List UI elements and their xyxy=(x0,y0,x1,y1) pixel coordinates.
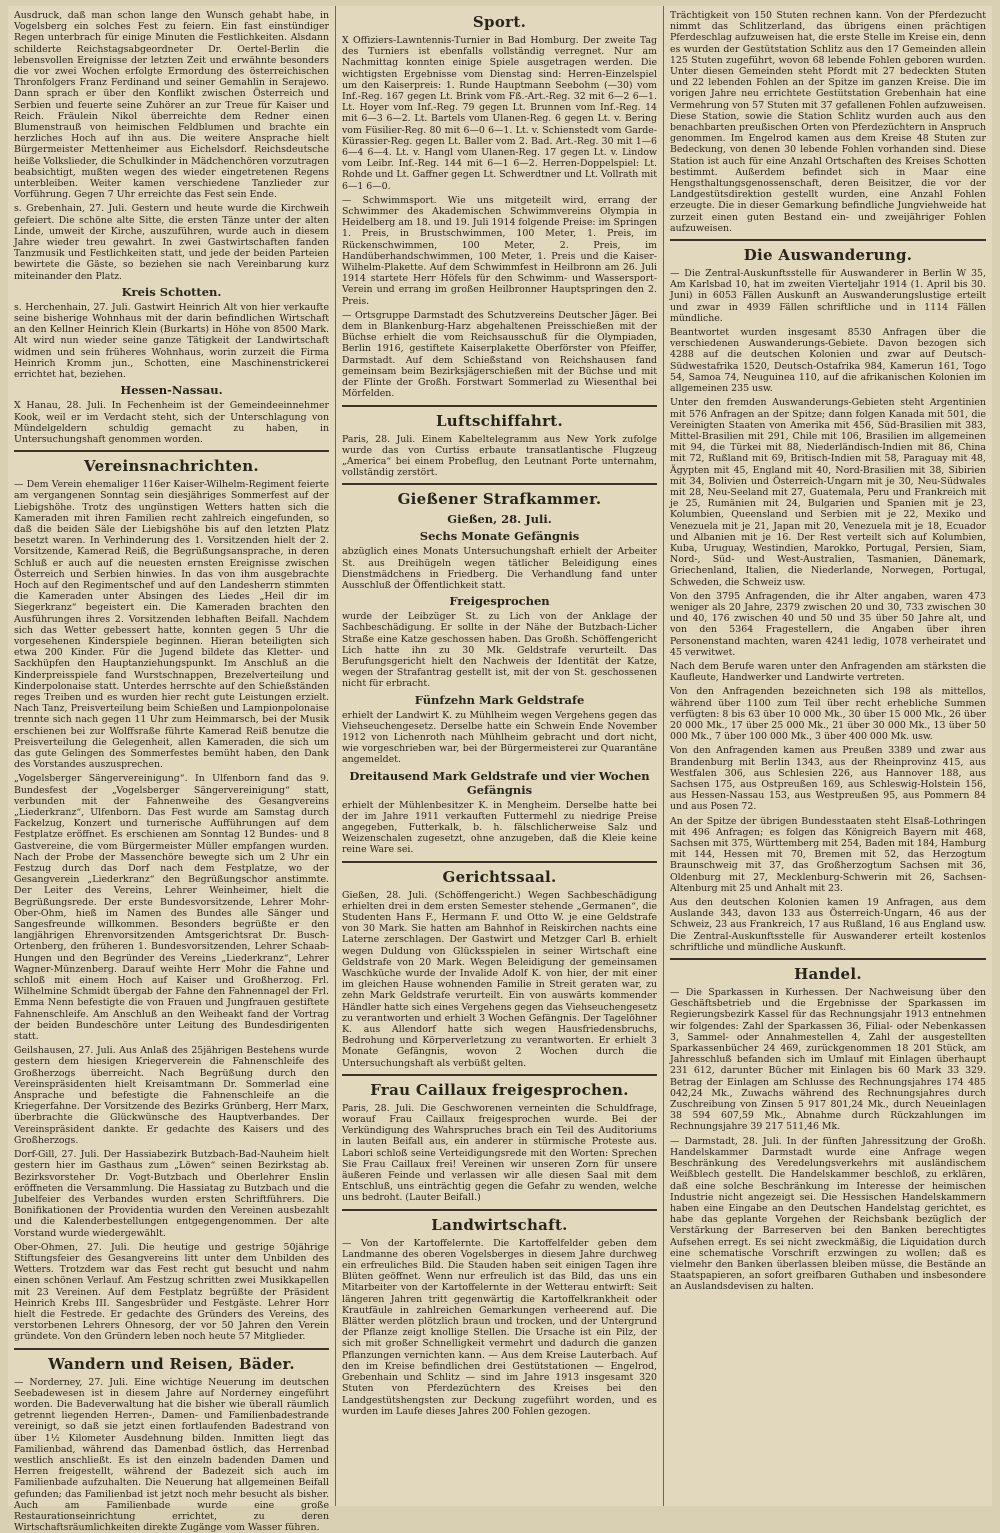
section-heading: Wandern und Reisen, Bäder. xyxy=(48,1354,295,1373)
section-heading: Die Auswanderung. xyxy=(743,246,913,265)
article-text: X Offiziers-Lawntennis-Turnier in Bad Homburg. Der zweite Tag des Turniers ist ebenfalls vollständig verregnet. Nur am Nachmittag konnten einige Spiele ausgetragen werden. Die wichtigsten Ergebnisse vom Dienstag sind: Herren-Einzelspiel um den Kaiserpreis: 1. Runde Hauptmann Seebohm (—30) vom Inf.-Reg. 167 gegen Lt. Brink vom Fß.-Art.-Reg. 32 mit 6—2 6—1. Lt. Hoyer vom Inf.-Reg. 79 gegen Lt. Brunnen vom Inf.-Reg. 14 mit 6—3 6—2. Lt. Bartels vom Ulanen-Reg. 6 gegen Lt. v. Bering vom Füsilier-Reg. 80 mit 6—0 6—1. Lt. v. Schienstedt vom Garde-Kürassier-Reg. gegen Lt. Baller vom 2. Bad. Art.-Reg. 30 mit 1—6 6—4 6—4. Lt. v. Hangl vom Ulanen-Reg. 17 gegen Lt. v. Lindow vom Leibr. Inf.-Reg. 144 mit 6—1 6—2. Herren-Doppelspiel: Lt. Rohde und Lt. Gaffner gegen Lt. Schwerdtner und Lt. Vollrath mit 6—1 6—0. xyxy=(342,35,657,192)
section-heading: Gießener Strafkammer. xyxy=(397,490,602,509)
article-text: Paris, 28. Juli. Die Geschworenen verneinten die Schuldfrage, worauf Frau Caillaux freigesprochen wurde. Bei der Verkündigung des Wahrspruches brach ein Teil des Auditoriums in lauten Beifall aus, ein anderer in stürmische Proteste aus. Labori schloß seine Verteidigungsrede mit den Worten: Sprechen Sie Frau Caillaux frei! Vereinen wir unseren Zorn für unsere äußeren Feinde und verlassen wir alle diesen Saal mit dem Entschluß, uns einträchtig gegen die Gefahr zu wenden, welche uns bedroht. (Lauter Beifall.) xyxy=(342,1102,657,1204)
article-text: X Hanau, 28. Juli. In Fechenheim ist der Gemeindeeinnehmer Kook, weil er im Verdacht steht, sich der Unterschlagung von Mündelgeldern schuldig gemacht zu haben, in Untersuchungshaft genommen worden. xyxy=(14,400,329,445)
article-text: An der Spitze der übrigen Bundesstaaten steht Elsaß-Lothringen mit 496 Anfragen; es folgen das Königreich Bayern mit 468, Sachsen mit 375, Württemberg mit 254, Baden mit 184, Hamburg mit 144, Hessen mit 70, Bremen mit 52, das Herzogtum Braunschweig mit 37, das Großherzogtum Sachsen mit 36, Oldenburg mit 27, Mecklenburg-Schwerin mit 26, Sachsen-Altenburg mit 25 und Anhalt mit 23. xyxy=(670,815,986,894)
dateline: Gießen, 28. Juli. xyxy=(447,512,552,527)
article-text: Von den Anfragenden kamen aus Preußen 3389 und zwar aus Brandenburg mit Berlin 1343, aus der Rheinprovinz 415, aus Westfalen 306, aus Schlesien 226, aus Hannover 188, aus Sachsen 175, aus Ostpreußen 169, aus Schleswig-Holstein 156, aus Hessen-Nassau 153, aus Westpreußen 95, aus Pommern 84 und aus Posen 72. xyxy=(670,745,986,813)
column-left xyxy=(8,6,336,1533)
section-heading: Sport. xyxy=(472,13,527,31)
section-subheading: Hessen-Nassau. xyxy=(120,383,223,398)
case-title: Fünfzehn Mark Geldstrafe xyxy=(414,692,585,707)
article-text: Beantwortet wurden insgesamt 8530 Anfragen über die verschiedenen Auswanderungs-Gebiete. Davon bezogen sich 4288 auf die deutschen Kolonien und zwar auf Deutsch-Südwestafrika 1520, Deutsch-Ostafrika 984, Kamerun 161, Togo 54, Samoa 74, Neuguinea 110, auf die afrikanischen Kolonien im allgemeinen 235 usw. xyxy=(670,327,986,395)
section-divider xyxy=(342,483,657,485)
section-divider xyxy=(670,239,986,241)
section-heading: Luftschiffahrt. xyxy=(435,411,564,430)
case-title: Dreitausend Mark Geldstrafe und vier Wochen Gefängnis xyxy=(349,768,650,797)
article-text: Geilshausen, 27. Juli. Aus Anlaß des 25jährigen Bestehens wurde gestern dem hiesigen Kriegerverein die Fahnenschleife des Großherzogs überreicht. Nach Begrüßung durch den Vereinspräsidenten hielt Kreisamtmann Dr. Sommerlad eine Ansprache und befestigte die Fahnenschleife an die Kriegerfahne. Der Vorsitzende des Bezirks Grünberg, Herr Marx, überbrachte die Glückwünsche des Hauptverbandes. Der Vereinspräsident dankte. Er gedachte des Kaisers und des Großherzogs. xyxy=(14,1045,329,1146)
article-text: — Die Zentral-Auskunftsstelle für Auswanderer in Berlin W 35, Am Karlsbad 10, hat im zweiten Vierteljahr 1914 (1. April bis 30. Juni) in 6053 Fällen Auskunft an Auswanderungslustige erteilt und zwar in 4939 Fällen schriftliche und in 1114 Fällen mündliche. xyxy=(670,268,986,324)
article-text: erhielt der Mühlenbesitzer K. in Mengheim. Derselbe hatte bei der im Jahre 1911 verkauften Futtermehl zu niedrige Preise angegeben, Futterkalk, b. h. fälschlicherweise Salz und Weizenschalen zugesetzt, ohne anzugeben, daß die Kleie keine reine Ware sei. xyxy=(342,799,657,856)
case-title: Freigesprochen xyxy=(449,594,550,609)
article-text: — Ortsgruppe Darmstadt des Schutzvereins Deutscher Jäger. Bei dem in Blankenburg-Harz abgehaltenen Preisschießen mit der Büchse erhielt die vom Reichsausschuß für die Olympiaden, Berlin 1916, gestiftete Kaiserplakette Oberförster von Pfeiffer, Darmstadt. Auf dem Schießstand von Reichshausen fand gemeinsam beim Bezirksjägerschießen mit der Büchse und mit der Flinte der Großh. Forstwart Sommerlad zu Wiesenthal bei Mörfelden. xyxy=(342,309,657,400)
column-middle xyxy=(336,6,664,1506)
article-text: Gießen, 28. Juli. (Schöffengericht.) Wegen Sachbeschädigung erhielten drei in dem ersten Semester stehende „Germanen“, die Studenten Hans F., Hermann F. und Otto W. je eine Geldstrafe von 30 Mark. Sie hatten am Bahnhof in Reiskirchen nachts eine Laterne zerschlagen. Der Gastwirt und Metzger Carl B. erhielt wegen Duldung von Glücksspielen in seiner Wirtschaft eine Geldstrafe von 20 Mark. Wegen Beleidigung der gemeinsamen Waschküche wurde der Invalide Adolf K. von hier, der mit einer im gleichen Hause wohnenden Familie in Streit geraten war, zu zehn Mark Geldstrafe verurteilt. Ein von auswärts kommender Händler hatte sich eines Vergehens gegen das Viehseuchengesetz zu verantworten und erhielt 3 Wochen Gefängnis. Der Tagelöhner K. aus Allendorf hatte sich wegen Hausfriedensbruchs, Bedrohung und Körperverletzung zu verantworten. Er erhielt 3 Monate Gefängnis, wovon 2 Wochen durch die Untersuchungshaft als verbüßt gelten. xyxy=(342,889,657,1069)
section-divider xyxy=(342,861,657,863)
article-text: — Schwimmsport. Wie uns mitgeteilt wird, errang der Schwimmer des Akademischen Schwimmvereins Olympia in Heidelberg am 18. und 19. Juli 1914 folgende Preise: im Springen 1. Preis, in Brustschwimmen, 100 Meter, 1. Preis, im Rückenschwimmen, 100 Meter, 2. Preis, im Handüberhandschwimmen, 100 Meter, 1. Preis und die Kaiser-Wilhelm-Plakette. Auf dem Schwimmfest in Heilbronn am 26. Juli 1914 startete Herr Höfels für den Schwimm- und Wassersport-Verein und errang im großen Heilbronner Hauptspringen den 2. Preis. xyxy=(342,194,657,307)
section-divider xyxy=(670,958,986,960)
article-text: — Darmstadt, 28. Juli. In der fünften Jahressitzung der Großh. Handelskammer Darmstadt wurde eine Anfrage wegen Beschränkung des Veredelungsverkehrs mit ausländischem Weißblech gestellt. Die Handelskammer beschloß, zu erklären, daß eine solche Beschränkung im Interesse der heimischen Industrie nicht angezeigt sei. Die Hessischen Handelskammern haben eine Eingabe an den Deutschen Handelstag gerichtet, es habe das geplante Vorgehen der Reichsbank bezüglich der Verstärkung der Barreserven bei den Banken berechtigtes Aufsehen erregt. Es sei nicht zweckmäßig, die Liquidation durch eine schematische Vorschrift erzwingen zu wollen; daß es vielmehr den Banken überlassen bleiben müsse, die Bestände an Staatspapieren, an sofort greifbaren Guthaben und insbesondere an Auslandsdevisen zu halten. xyxy=(670,1135,986,1293)
article-text: Aus den deutschen Kolonien kamen 19 Anfragen, aus dem Auslande 343, davon 133 aus Österreich-Ungarn, 46 aus der Schweiz, 23 aus Frankreich, 17 aus Rußland, 16 aus England usw. Die Zentral-Auskunftsstelle für Auswanderer erteilt kostenlos schriftliche und mündliche Auskunft. xyxy=(670,897,986,953)
article-text: Unter den fremden Auswanderungs-Gebieten steht Argentinien mit 576 Anfragen an der Spitze; dann folgen Kanada mit 501, die Vereinigten Staaten von Amerika mit 456, Süd-Brasilien mit 383, Mittel-Brasilien mit 291, Chile mit 106, Brasilien im allgemeinen mit 94, die Türkei mit 88, Niederländisch-Indien mit 86, China mit 72, Rußland mit 69, Britisch-Indien mit 58, Paraguay mit 48, Ägypten mit 45, England mit 40, Nord-Brasilien mit 38, Sibirien mit 34, Bolivien und Österreich-Ungarn mit je 30, Neu-Südwales mit 28, Neu-Seeland mit 27, Guatemala, Peru und Frankreich mit je 25, Rumänien mit 24, Bulgarien und Spanien mit je 23, Kolumbien, Queensland und Serbien mit je 22, Mexiko und Venezuela mit je 21, Japan mit 20, Venezuela mit je 18, Ecuador und Albanien mit je 16. Der Rest verteilt sich auf Kolumbien, Kuba, Uruguay, Westindien, Marokko, Portugal, Persien, Siam, Nord-, Süd- und West-Australien, Tasmanien, Dänemark, Griechenland, Italien, die Niederlande, Norwegen, Portugal, Schweden, die Schweiz usw. xyxy=(670,397,986,588)
article-text: Trächtigkeit von 150 Stuten rechnen kann. Von der Pferdezucht nimmt das Schlitzerland, das übrigens einen prächtigen Pferdeschlag aufzuweisen hat, die erste Stelle im Kreise ein, denn es wurden der Gestütstation Schlitz aus den 17 Gemeinden allein 125 Stuten zugeführt, wovon 68 lebende Fohlen geboren wurden. Unter diesen Gemeinden steht Pfordt mit 27 bedeckten Stuten und 22 lebenden Fohlen an der Spitze im ganzen Kreise. Die im vorigen Jahre neu errichtete Gestütstation Grebenhain hat eine Vermehrung von 57 Stuten mit 37 gefallenen Fohlen aufzuweisen. Diese Station, sowie die Station Schlitz wurden auch aus den benachbarten preußischen Orten von Pferdezüchtern in Anspruch genommen. Im Engelrod kamen aus dem Kreise 48 Stuten zur Bedeckung, von denen 30 lebende Fohlen vorhanden sind. Diese Station ist auch für eine Anzahl Ortschaften des Kreises Schotten bestimmt. Außerdem befindet sich in Maar eine Hengsthaltungsgenossenschaft, deren Beisitzer, die vor der Landgestütsdirektion gestellt wurden, eine Anzahl Fohlen erzeugte. Die in dieser Gemarkung befindliche Jungviehweide hat zurzeit einen guten Bestand ein- und zweijähriger Fohlen aufzuweisen. xyxy=(670,10,986,234)
article-text: Paris, 28. Juli. Einem Kabeltelegramm aus New York zufolge wurde das von Curtiss erbaute transatlantische Flugzeug „America“ bei einem Probeflug, den Leutnant Porte unternahm, vollständig zerstört. xyxy=(342,433,657,479)
article-text: s. Grebenhain, 27. Juli. Gestern und heute wurde die Kirchweih gefeiert. Die schöne alte Sitte, die ersten Tänze unter der alten Linde, umweit der Kirche, auszuführen, wurde auch in diesem Jahre wieder treu gewahrt. In zwei Gastwirtschaften fanden Tanzmusik und Festlichkeiten statt, und jede der beiden Parteien bewirtete die Gäste, so beziehen sie nach Vereinbarung kurz miteinander den Platz. xyxy=(14,203,329,282)
article-text: Ausdruck, daß man schon lange den Wunsch gehabt habe, in Vogelsberg ein solches Fest zu feiern. Ein fast einstündiger Regen unterbrach für einige Minuten die Festlichkeiten. Alsdann schilderte Reichstagsabgeordneter Dr. Oertel-Berlin die lebensvollen Ereignisse der letzten Zeit und erwähnte besonders die vor zwei Wochen erfolgte Ermordung des österreichischen Thronfolgers Franz Ferdinand und seiner Gemahlin in Serajewo. Dann sprach er über den Konflikt zwischen Österreich und Serbien und feuerte seine Zuhörer an zur Treue für Kaiser und Reich. Fräulein Nikol überreichte dem Redner einen Blumenstrauß von heimischen Feldblumen und brachte ein herzliches Hoch auf ihn aus. Die weitere Ansprache hielt Bürgermeister Mettenheimer aus Eichelsdorf. Reichsdeutsche heiße Volkslieder, die Schulkinder in Mädchenchören vorzutragen beabsichtigt, mußten wegen des wieder eingetretenen Regens unterbleiben. Weiter kamen verschiedene Tanzlieder zur Vorführung. Gegen 7 Uhr erreichte das Fest sein Ende. xyxy=(14,10,329,201)
article-text: — Norderney, 27. Juli. Eine wichtige Neuerung im deutschen Seebadewesen ist in diesem Jahre auf Norderney eingeführt worden. Die Badeverwaltung hat die bisher wie überall räumlich getrennt liegenden Herren-, Damen- und Familienbadestrande vereinigt, so daß sie jetzt einen fortlaufenden Badestrand von über 1½ Kilometer Ausdehnung bilden. Inmitten liegt das Familienbad, während das Damenbad östlich, das Herrenbad westlich anschließt. Es ist den einzeln badenden Damen und Herren freigestellt, während der Badezeit sich auch im Familienbade aufzuhalten. Die Neuerung hat allgemeinen Beifall gefunden; das Familienbad ist jetzt noch mehr besucht als bisher. Auch am Familienbade wurde eine große Restaurationseinrichtung errichtet, zu deren Wirtschaftsräumlichkeiten direkte Zugänge vom Wasser führen. xyxy=(14,1376,329,1533)
section-divider xyxy=(342,405,657,407)
section-divider xyxy=(342,1209,657,1211)
case-title: Sechs Monate Gefängnis xyxy=(419,529,580,544)
section-heading: Gerichtssaal. xyxy=(442,867,557,886)
article-text: — Dem Verein ehemaliger 116er Kaiser-Wilhelm-Regiment feierte am vergangenen Sonntag sein diesjähriges Sommerfest auf der Liebigshöhe. Trotz des ungünstigen Wetters hatten sich die Kameraden mit ihren Familien recht zahlreich eingefunden, so daß die beiden Säle der Liebigshöhe bis auf den letzten Platz besetzt waren. In Verhinderung des 1. Vorsitzenden hielt der 2. Vorsitzende, Kamerad Reiß, die Begrüßungsansprache, in deren Schluß er auch auf die neuesten ernsten Ereignisse zwischen Österreich und Serbien hinwies. In das von ihm ausgebrachte Hoch auf den Regimentschef und auf den Landesherrn stimmten die Kameraden unter Absingen des Liedes „Heil dir im Siegerkranz“ begeistert ein. Die Kameraden brachten den Ausführungen ihres 2. Vorsitzenden lebhaften Beifall. Nachdem sich das Wetter gebessert hatte, konnten gegen 5 Uhr die vorgesehenen Kinderspiele beginnen. Hieran beteiligten sich etwa 200 Kinder. Für die Jugend bildete das Kletter- und Sackhüpfen den Hauptanziehungspunkt. Im Anschluß an die Kinderpreisspiele fand Wurstschnappen, Brezelverteilung und Kinderpolonaise statt. Unterdes herrschte auf den Schießständen reges Treiben und es wurden hier recht gute Leistungen erzielt. Nach Tanz, Preisverteilung beim Schießen und Lampionpolonaise trennte sich nach gegen 11 Uhr zum Heimmarsch, bei der Musik erschienen bei zur Wolffsraße führte Kamerad Reiß benutze die Preisverteilung die Gelegenheit, allen Kameraden, die sich um das gute Gelingen des Sommerfestes bemüht haben, den Dank des Vorstandes auszusprechen. xyxy=(14,479,329,771)
section-heading: Vereinsnachrichten. xyxy=(84,457,259,476)
column-right xyxy=(664,6,992,1506)
article-text: Von den Anfragenden bezeichneten sich 198 als mittellos, während über 1100 zum Teil über recht erhebliche Summen verfügten: 8 bis 63 über 10 000 Mk., 30 über 15 000 Mk., 26 über 20 000 Mk., 17 über 25 000 Mk., 21 über 30 000 Mk., 13 über 50 000 Mk., 7 über 100 000 Mk., 3 über 400 000 Mk. usw. xyxy=(670,686,986,743)
section-heading: Landwirtschaft. xyxy=(431,1215,568,1234)
section-divider xyxy=(342,1074,657,1076)
article-text: erhielt der Landwirt K. zu Mühlheim wegen Vergehens gegen das Viehseuchengesetz. Derselbe hatte ein Schwein Ende November 1912 von Lichenroth nach Mühlheim gebracht und dort nicht, wie vorgeschrieben war, bei der Bürgermeisterei zur Quarantäne angemeldet. xyxy=(342,709,657,766)
article-text: wurde der Leibzüger St. zu Lich von der Anklage der Sachbeschädigung. Er sollte in der Nähe der Butzbach-Licher Straße eine Katze geschossen haben. Das Großh. Schöffengericht Lich hatte ihn zu 30 Mk. Geldstrafe verurteilt. Das Berufungsgericht hielt den Nachweis der Identität der Katze, wegen der Strafantrag gestellt ist, mit der von St. geschossenen nicht für erbracht. xyxy=(342,611,657,690)
section-heading: Handel. xyxy=(794,965,862,984)
section-heading: Frau Caillaux freigesprochen. xyxy=(370,1080,629,1099)
section-subheading: Kreis Schotten. xyxy=(121,284,222,299)
article-text: Nach dem Berufe waren unter den Anfragenden am stärksten die Kaufleute, Handwerker und Landwirte vertreten. xyxy=(670,660,986,684)
article-text: — Die Sparkassen in Kurhessen. Der Nachweisung über den Geschäftsbetrieb und die Ergebnisse der Sparkassen im Regierungsbezirk Kassel für das Rechnungsjahr 1913 entnehmen wir folgendes: Zahl der Sparkassen 36, Filial- oder Nebenkassen 3, Sammel- oder Annahmestellen 4, Zahl der ausgestellten Sparkassenbücher 24 469, zurückgenommen 18 201 Stück, am Jahresschluß befanden sich im Umlauf mit Einlagen überhaupt 231 612, darunter Bücher mit Einlagen bis 60 Mark 33 329. Betrag der Einlagen am Schlusse des Rechnungsjahres 174 485 042,24 Mk., Zuwachs während des Rechnungsjahres durch Zuschreibung von Zinsen 5 917 801,24 Mk., durch Neueinlagen 38 594 607,59 Mk., Abnahme durch Rückzahlungen im Rechnungsjahre 39 217 511,46 Mk. xyxy=(670,987,986,1133)
article-text: abzüglich eines Monats Untersuchungshaft erhielt der Arbeiter St. aus Dreihügeln wegen tätlicher Beleidigung eines Dienstmädchens in Friedberg. Die Verhandlung fand unter Ausschluß der Öffentlichkeit statt. xyxy=(342,546,657,591)
section-divider xyxy=(14,1348,329,1350)
article-text: — Von der Kartoffelernte. Die Kartoffelfelder geben dem Landmanne des oberen Vogelsberges in diesem Jahre durchweg ein erfreuliches Bild. Die Stauden haben seit einigen Tagen ihre Blüten geöffnet. Wenn nur erfreulich ist das Bild, das uns ein Mitarbeiter von der Kartoffelernte in der Wetterau entwirft: Seit längeren Jahren tritt gegenwärtig die Kartoffelkrankheit oder Krautfäule in zahlreichen Gemarkungen verheerend auf. Die Blätter werden plötzlich braun und trocken, und der Untergrund der Pflanze zeigt knollige Stellen. Die Ursache ist ein Pilz, der sich mit großer Schnelligkeit vermehrt und dadurch die ganzen Pflanzungen vernichten kann. — Aus dem Kreise Lauterbach. Auf den im Kreise befindlichen drei Gestütstationen — Engelrod, Grebenhain und Schlitz — sind im Jahre 1913 insgesamt 320 Stuten von Pferdezüchtern des Kreises bei den Landgestütshengsten zur Deckung zugeführt worden, und es wurden im Laufe dieses Jahres 200 Fohlen gezogen. xyxy=(342,1237,657,1417)
article-text: s. Herchenhain, 27. Juli. Gastwirt Heinrich Alt von hier verkaufte seine bisherige Wohnhaus mit der darin befindlichen Wirtschaft an den Kellner Heinrich Klein (Burkarts) in Höhe von 8500 Mark. Alt wird nun wieder seine ganze Tätigkeit der Landwirtschaft widmen und sein früheres Wohnhaus, worin zurzeit die Firma Heinrich Kromm jun., Schotten, eine Maschinenstrickerei errichtet hat, beziehen. xyxy=(14,301,329,381)
article-text: Von den 3795 Anfragenden, die ihr Alter angaben, waren 473 weniger als 20 Jahre, 2379 zwischen 20 und 30, 733 zwischen 30 und 40, 176 zwischen 40 und 50 und 35 über 50 Jahre alt, und von den 5364 Fragestellern, die Angaben über ihren Personenstand machten, waren 4241 ledig, 1078 verheiratet und 45 verwitwet. xyxy=(670,590,986,658)
article-text: „Vogelsberger Sängervereinigung“. In Ulfenborn fand das 9. Bundesfest der „Vogelsberger Sängervereinigung“ statt, verbunden mit der Fahnenweihe des Gesangvereins „Liederkranz“, Ulfenborn. Das Fest wurde am Samstag durch Fackelzug, Konzert und turnerische Aufführungen auf dem Festplatze eröffnet. Es erschienen am Sonntag 12 Bundes- und 8 Gastvereine, die vom Bürgermeister Müller empfangen wurden. Nach der Probe der Massenchöre bewegte sich um 2 Uhr ein Festzug durch das Dorf nach dem Festplatze, wo der Gesangverein „Liederkranz“ den Begrüßungschor anstimmte. Der Leiter des Vereins, Lehrer Weinheimer, hielt die Begrüßungsrede. Der erste Bundesvorsitzende, Lehrer Mohr-Ober-Ohm, hieß im Namen des Bundes alle Sänger und Sangesfreunde willkommen. Besonders begrüßte er den langjährigen Ehrenvorsitzenden Amtsgerichtsrat Dr. Busch-Ortenberg, den früheren 1. Bundesvorsitzenden, Lehrer Schaab-Hungen und den Begründer des Vereins „Liederkranz“, Lehrer Wagner-Münzenberg. Darauf weihte Herr Mohr die Fahne und schloß mit einem Hoch auf Kaiser und Großherzog. Frl. Wilhelmine Schmidt übergab der Fahne den Fahnennagel der Frl. Emma Nenn befestigte die von Frauen und Jungfrauen gestiftete Fahnenschleife. Am Anschluß an den Weiheakt fand der Vortrag der beiden Bundeschöre unter Leitung des Bundesdirigenten statt. xyxy=(14,773,329,1043)
article-text: Dorf-Gill, 27. Juli. Der Hassiabezirk Butzbach-Bad-Nauheim hielt gestern hier im Gasthaus zum „Löwen“ seinen Bezirkstag ab. Bezirksvorsteher Dr. Vogt-Butzbach und Oberlehrer Enslin eröffneten die Versammlung. Die Hassiatag zu Butzbach und die Jubelfeier des Verbandes wurden ersten Schriftführers. Die Bonifikationen der Providentia wurden den Vereinen ausbezahlt und die Kalenderbestellungen entgegengenommen. Der alte Vorstand wurde wiedergewählt. xyxy=(14,1149,329,1239)
article-text: Ober-Ohmen, 27. Juli. Die heutige und gestrige 50jährige Stiftungsfeier des Gesangvereins litt unter dem Unbilden des Wetters. Trotzdem war das Fest recht gut besucht und nahm einen schönen Verlauf. Am Festzug schritten zwei Musikkapellen mit 23 Vereinen. Auf dem Festplatz begrüßte der Präsident Heinrich Krebs III. Sangesbrüder und Festgäste. Lehrer Horr hielt die Festrede. Er gedachte des Gründers des Vereins, des verstorbenen Lehrers Ohnesorg, der vor 50 Jahren den Verein gründete. Von den Gründern leben noch heute 57 Mitglieder. xyxy=(14,1241,329,1343)
newspaper-page xyxy=(8,6,992,1533)
section-divider xyxy=(14,450,329,452)
